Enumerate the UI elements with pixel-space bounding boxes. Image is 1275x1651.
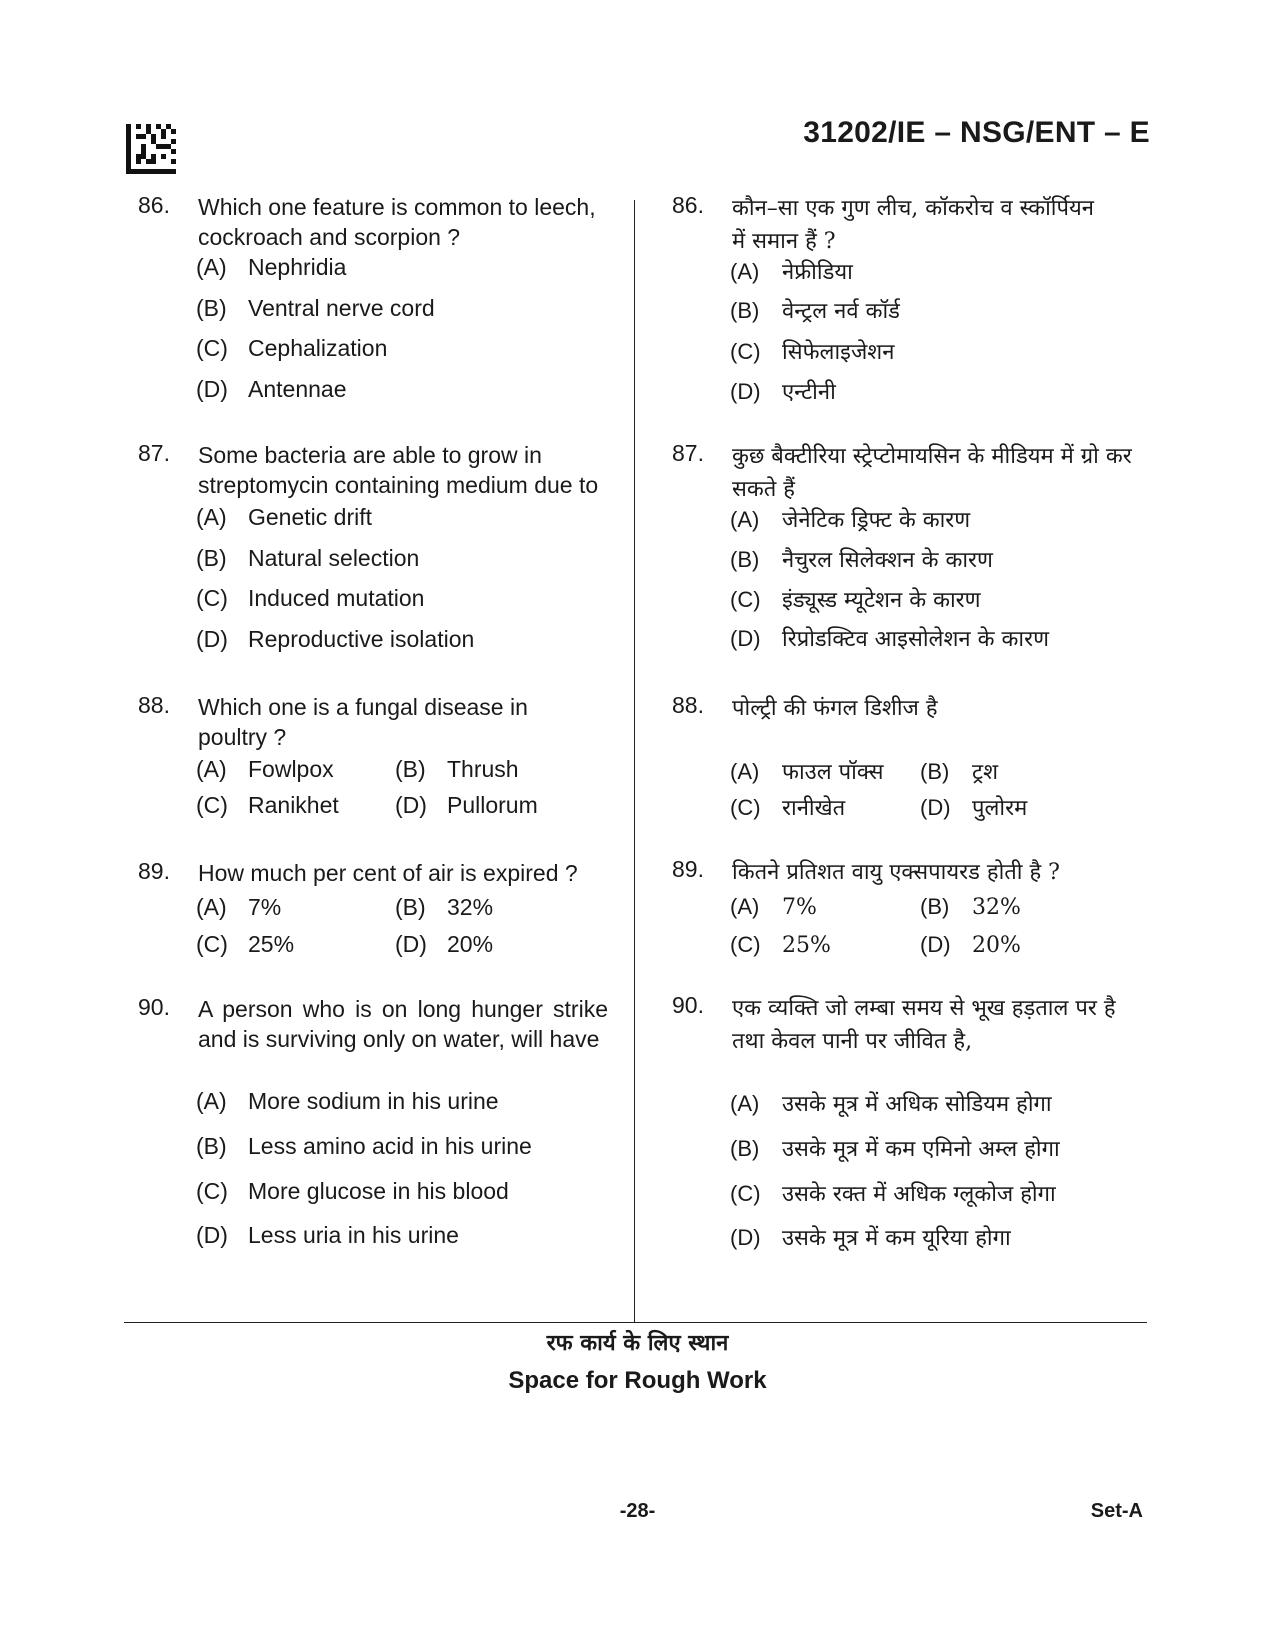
option-b[interactable] xyxy=(920,756,998,786)
option-c[interactable] xyxy=(196,792,339,819)
option-text: नेफ्रीडिया xyxy=(782,260,853,285)
option-text: उसके मूत्र में कम यूरिया होगा xyxy=(782,1226,1011,1251)
option-text: Ranikhet xyxy=(248,792,339,818)
option-text: 32% xyxy=(447,894,494,920)
option-label: (A) xyxy=(730,259,760,284)
option-text: ट्रश xyxy=(972,760,999,785)
question-text: Which one feature is common to leech, cockroach and scorpion ? xyxy=(198,194,596,250)
option-text: Pullorum xyxy=(447,792,538,818)
horizontal-rule xyxy=(124,1322,1147,1323)
option-text: Nephridia xyxy=(248,254,347,280)
set-label: Set-A xyxy=(1090,1500,1143,1522)
option-text: Induced mutation xyxy=(248,585,425,611)
question-89-hi xyxy=(672,856,1152,958)
option-label: (A) xyxy=(196,1088,227,1114)
option-b[interactable] xyxy=(730,295,900,325)
option-text: Genetic drift xyxy=(248,504,372,530)
option-label: (B) xyxy=(395,756,426,782)
option-label: (C) xyxy=(196,1178,228,1204)
option-c[interactable] xyxy=(730,1178,1056,1208)
option-label: (D) xyxy=(395,931,427,957)
question-number: 87. xyxy=(672,440,704,466)
option-text: रानीखेत xyxy=(782,796,846,821)
option-label: (C) xyxy=(730,795,761,820)
option-text: Ventral nerve cord xyxy=(248,295,435,321)
option-text: 7% xyxy=(248,894,282,920)
option-d[interactable] xyxy=(196,1222,459,1249)
question-number: 89. xyxy=(138,858,170,884)
option-c[interactable] xyxy=(196,585,424,612)
option-label: (B) xyxy=(730,547,760,572)
option-d[interactable] xyxy=(395,931,493,958)
option-text: 20% xyxy=(972,933,1021,958)
column-divider xyxy=(634,200,635,1322)
option-label: (D) xyxy=(395,792,427,818)
option-label: (B) xyxy=(730,1136,760,1161)
option-label: (B) xyxy=(196,1133,227,1159)
question-text: A person who is on long hunger strike and is surviving only on water, will have xyxy=(198,996,608,1052)
option-text: 20% xyxy=(447,931,494,957)
option-b[interactable] xyxy=(730,1133,1060,1163)
option-label: (C) xyxy=(730,339,761,364)
option-text: नैचुरल सिलेक्शन के कारण xyxy=(782,548,993,573)
question-text: How much per cent of air is expired ? xyxy=(198,860,578,886)
option-c[interactable] xyxy=(730,792,845,822)
option-text: Reproductive isolation xyxy=(248,626,475,652)
option-b[interactable] xyxy=(196,545,419,572)
question-number: 90. xyxy=(138,994,170,1020)
option-label: (D) xyxy=(920,795,951,820)
option-text: इंड्यूस्ड म्यूटेशन के कारण xyxy=(782,588,981,613)
question-number: 88. xyxy=(138,692,170,718)
option-b[interactable] xyxy=(395,894,493,921)
option-label: (A) xyxy=(730,507,760,532)
option-text: रिप्रोडक्टिव आइसोलेशन के कारण xyxy=(782,627,1050,652)
option-c[interactable] xyxy=(730,932,831,958)
option-label: (A) xyxy=(730,1091,760,1116)
question-90-en xyxy=(138,994,608,1248)
option-text: Natural selection xyxy=(248,545,420,571)
option-d[interactable] xyxy=(920,932,1021,958)
option-text: More glucose in his blood xyxy=(248,1178,509,1204)
option-text: 25% xyxy=(782,933,831,958)
option-c[interactable] xyxy=(196,335,387,362)
option-d[interactable] xyxy=(730,1222,1011,1252)
option-label: (C) xyxy=(196,931,228,957)
option-label: (C) xyxy=(196,335,228,361)
question-text: कुछ बैक्टीरिया स्ट्रेप्टोमायसिन के मीडियम में ग्रो कर सकते हैं xyxy=(732,444,1132,502)
option-d[interactable] xyxy=(196,626,474,653)
option-text: जेनेटिक ड्रिफ्ट के कारण xyxy=(782,508,971,533)
option-a[interactable] xyxy=(730,894,817,920)
option-b[interactable] xyxy=(196,295,435,322)
option-a[interactable] xyxy=(196,1088,499,1115)
question-number: 90. xyxy=(672,992,704,1018)
option-d[interactable] xyxy=(196,376,346,403)
option-label: (C) xyxy=(196,792,228,818)
option-c[interactable] xyxy=(196,1178,509,1205)
option-text: 32% xyxy=(972,895,1021,920)
rough-work-heading: Space for Rough Work xyxy=(508,1367,767,1394)
option-label: (D) xyxy=(730,626,761,651)
option-label: (B) xyxy=(920,894,950,919)
option-b[interactable] xyxy=(730,544,993,574)
option-text: एन्टीनी xyxy=(782,380,836,405)
question-86-hi xyxy=(672,192,1152,405)
option-text: उसके मूत्र में कम एमिनो अम्ल होगा xyxy=(782,1137,1060,1162)
option-label: (A) xyxy=(730,894,760,919)
option-a[interactable] xyxy=(730,256,853,286)
option-a[interactable] xyxy=(196,504,372,531)
question-number: 88. xyxy=(672,692,704,718)
option-b[interactable] xyxy=(920,894,1021,920)
question-text: एक व्यक्ति जो लम्बा समय से भूख हड़ताल पर है तथा केवल पानी पर जीवित है, xyxy=(732,996,1116,1054)
option-d[interactable] xyxy=(730,623,1049,653)
question-87-hi xyxy=(672,440,1152,652)
option-label: (C) xyxy=(730,1181,761,1206)
question-text: Some bacteria are able to grow in streptomycin containing medium due to xyxy=(198,442,599,498)
option-label: (B) xyxy=(920,759,950,784)
option-label: (B) xyxy=(395,894,426,920)
question-text: पोल्ट्री की फंगल डिशीज है xyxy=(732,696,938,721)
option-c[interactable] xyxy=(730,336,894,366)
option-d[interactable] xyxy=(395,792,538,819)
option-label: (D) xyxy=(920,932,951,957)
option-text: Less amino acid in his urine xyxy=(248,1133,532,1159)
option-text: वेन्ट्रल नर्व कॉर्ड xyxy=(782,299,900,324)
question-87-en xyxy=(138,440,608,652)
option-label: (A) xyxy=(196,894,227,920)
question-number: 86. xyxy=(138,192,170,218)
option-text: फाउल पॉक्स xyxy=(782,760,884,785)
option-label: (A) xyxy=(196,504,227,530)
option-a[interactable] xyxy=(730,1088,1052,1118)
question-89-en xyxy=(138,858,608,957)
option-label: (C) xyxy=(196,585,228,611)
question-text: कितने प्रतिशत वायु एक्सपायरड होती है ? xyxy=(732,860,1060,885)
option-text: 7% xyxy=(782,895,817,920)
rough-work-heading-hindi: रफ कार्य के लिए स्थान xyxy=(546,1330,729,1356)
option-label: (C) xyxy=(730,932,761,957)
option-label: (D) xyxy=(730,1225,761,1250)
option-a[interactable] xyxy=(196,756,334,783)
option-text: More sodium in his urine xyxy=(248,1088,499,1114)
option-label: (B) xyxy=(730,298,760,323)
option-label: (B) xyxy=(196,295,227,321)
question-86-en xyxy=(138,192,608,402)
option-label: (B) xyxy=(196,545,227,571)
option-label: (A) xyxy=(730,759,760,784)
qr-code xyxy=(126,124,176,174)
option-label: (A) xyxy=(196,254,227,280)
option-d[interactable] xyxy=(730,376,836,406)
option-text: पुलोरम xyxy=(972,796,1028,821)
option-text: उसके रक्त में अधिक ग्लूकोज होगा xyxy=(782,1182,1056,1207)
option-label: (C) xyxy=(730,587,761,612)
question-number: 87. xyxy=(138,440,170,466)
option-a[interactable] xyxy=(730,756,884,786)
option-d[interactable] xyxy=(920,792,1027,822)
option-text: 25% xyxy=(248,931,295,957)
question-88-hi xyxy=(672,692,1152,821)
option-a[interactable] xyxy=(196,254,346,281)
option-label: (D) xyxy=(730,379,761,404)
question-90-hi xyxy=(672,992,1152,1251)
option-text: सिफेलाइजेशन xyxy=(782,340,895,365)
option-label: (D) xyxy=(196,626,228,652)
option-text: Thrush xyxy=(447,756,519,782)
question-text: Which one is a fungal disease in poultry ? xyxy=(198,694,528,750)
option-label: (D) xyxy=(196,376,228,402)
option-text: Fowlpox xyxy=(248,756,334,782)
question-88-en xyxy=(138,692,608,818)
question-number: 89. xyxy=(672,856,704,882)
option-text: उसके मूत्र में अधिक सोडियम होगा xyxy=(782,1092,1052,1117)
option-text: Less uria in his urine xyxy=(248,1222,459,1248)
paper-code: 31202/IE – NSG/ENT – E xyxy=(803,116,1150,149)
page-number: -28- xyxy=(619,1500,656,1522)
option-b[interactable] xyxy=(196,1133,532,1160)
option-label: (D) xyxy=(196,1222,228,1248)
option-text: Antennae xyxy=(248,376,347,402)
question-number: 86. xyxy=(672,192,704,218)
option-a[interactable] xyxy=(730,504,970,534)
option-b[interactable] xyxy=(395,756,519,783)
option-c[interactable] xyxy=(730,584,981,614)
option-a[interactable] xyxy=(196,894,281,921)
option-text: Cephalization xyxy=(248,335,388,361)
option-c[interactable] xyxy=(196,931,294,958)
option-label: (A) xyxy=(196,756,227,782)
question-text: कौन–सा एक गुण लीच, कॉकरोच व स्कॉर्पियन में समान हैं ? xyxy=(732,196,1094,254)
